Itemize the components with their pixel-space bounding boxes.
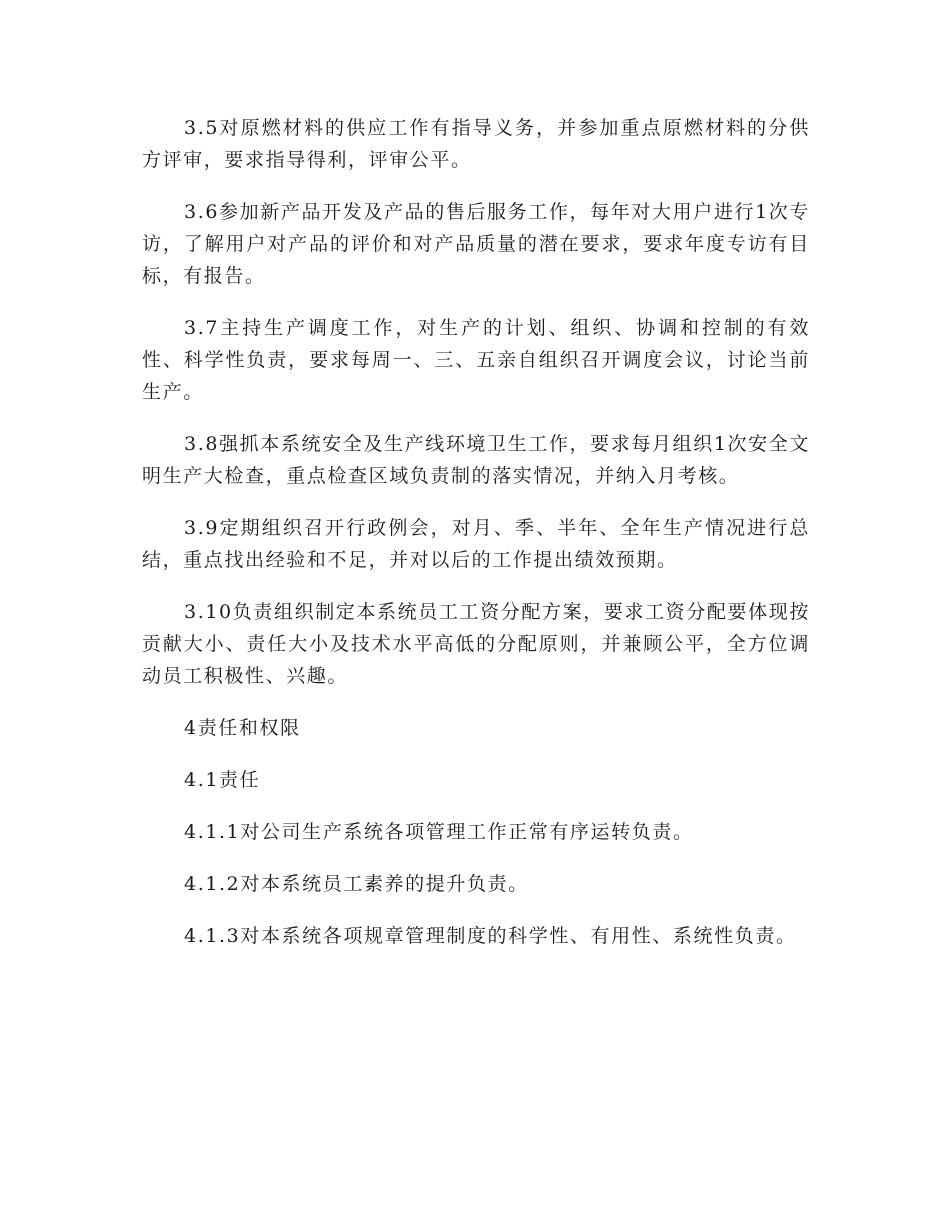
paragraph-4-1-2: 4.1.2对本系统员工素养的提升负责。 [184,873,529,895]
paragraph-3-8: 3.8强抓本系统安全及生产线环境卫生工作，要求每月组织1次安全文明生产大检查，重点检查区域负责制的落实情况，并纳入月考核。 [142,433,810,487]
document-body [142,112,810,972]
paragraph-3-9: 3.9定期组织召开行政例会，对月、季、半年、全年生产情况进行总结，重点找出经验和不足，并对以后的工作提出绩效预期。 [142,517,810,571]
section-heading-4-1: 4.1责任 [184,769,261,791]
paragraph-4-1-1: 4.1.1对公司生产系统各项管理工作正常有序运转负责。 [184,821,694,843]
paragraph-4-1-3: 4.1.3对本系统各项规章管理制度的科学性、有用性、系统性负责。 [184,925,797,947]
paragraph-3-7: 3.7主持生产调度工作，对生产的计划、组织、协调和控制的有效性、科学性负责，要求每周一、三、五亲自组织召开调度会议，讨论当前生产。 [142,317,810,403]
paragraph-3-5: 3.5对原燃材料的供应工作有指导义务，并参加重点原燃材料的分供方评审，要求指导得利，评审公平。 [142,117,810,171]
paragraph-3-6: 3.6参加新产品开发及产品的售后服务工作，每年对大用户进行1次专访，了解用户对产品的评价和对产品质量的潜在要求，要求年度专访有目标，有报告。 [142,201,810,287]
paragraph-3-10: 3.10负责组织制定本系统员工工资分配方案，要求工资分配要体现按贡献大小、责任大小及技术水平高低的分配原则，并兼顾公平，全方位调动员工积极性、兴趣。 [142,601,810,687]
section-heading-4: 4责任和权限 [184,717,301,739]
